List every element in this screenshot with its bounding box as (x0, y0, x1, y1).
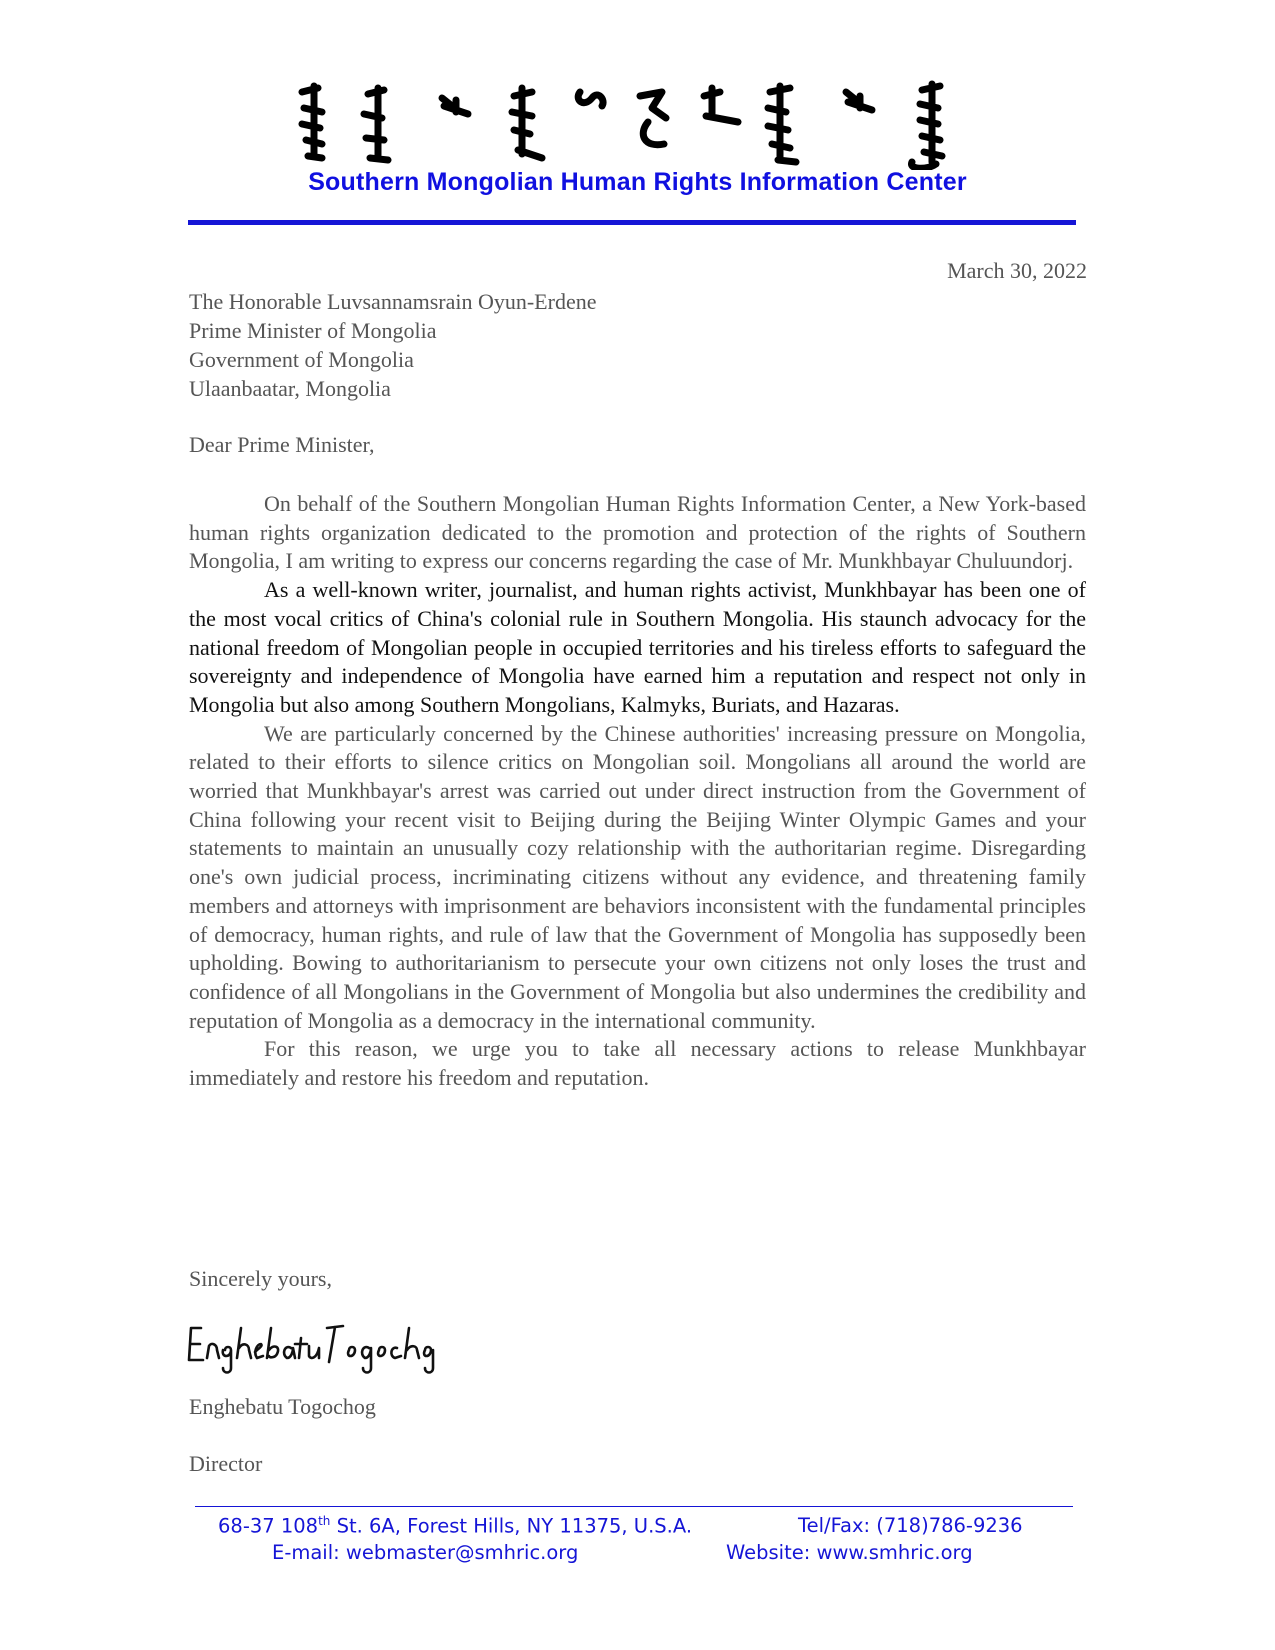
address-street-number: 68-37 108 (218, 1514, 319, 1538)
recipient-line: Ulaanbaatar, Mongolia (189, 376, 391, 401)
organization-name: Southern Mongolian Human Rights Information Center (308, 168, 967, 196)
body-paragraph: We are particularly concerned by the Chinese authorities' increasing pressure on Mongolia, related to their efforts to silence critics on Mongolian soil. Mongolians all around the world are worried that Munkhbayar's arrest was carried out under direct instruction from the Government of China following your recent visit to Beijing during the Beijing Winter Olympic Games and your statements to maintain an unusually cozy relationship with the authoritarian regime. Disregarding one's own judicial process, incriminating citizens without any evidence, and threatening family members and attorneys with imprisonment are behaviors inconsistent with the fundamental principles of democracy, human rights, and rule of law that the Government of Mongolia has supposedly been upholding. Bowing to authoritarianism to persecute your own citizens not only loses the trust and confidence of all Mongolians in the Government of Mongolia but also undermines the credibility and reputation of Mongolia as a democracy in the international community. (189, 720, 1086, 1033)
body-paragraph: For this reason, we urge you to take all necessary actions to release Munkhbayar immediately and restore his freedom and reputation. (189, 1036, 1086, 1091)
closing: Sincerely yours, (189, 1266, 332, 1291)
footer-divider (195, 1506, 1073, 1507)
recipient-line: Government of Mongolia (189, 347, 414, 372)
mongolian-script-logo (292, 78, 984, 170)
body-paragraph: As a well-known writer, journalist, and human rights activist, Munkhbayar has been one of the most vocal critics of China's colonial rule in Southern Mongolia. His staunch advocacy for the national freedom of Mongolian people in occupied territories and his tireless efforts to safeguard the sovereignty and independence of Mongolia have earned him a reputation and respect not only in Mongolia but also among Southern Mongolians, Kalmyks, Buriats, and Hazaras. (189, 577, 1086, 717)
footer-address (218, 1514, 692, 1538)
footer-telfax: Tel/Fax: (718)786-9236 (798, 1514, 1023, 1537)
address-ordinal-suffix: th (318, 1514, 331, 1528)
signer-title: Director (189, 1451, 263, 1476)
address-remainder: St. 6A, Forest Hills, NY 11375, U.S.A. (330, 1514, 693, 1538)
handwritten-signature (187, 1318, 437, 1376)
recipient-address (189, 287, 596, 403)
footer-website[interactable]: Website: www.smhric.org (726, 1541, 973, 1564)
letter-date: March 30, 2022 (947, 258, 1087, 283)
signer-name: Enghebatu Togochog (189, 1394, 376, 1419)
letter-body (189, 490, 1086, 1093)
footer-email[interactable]: E-mail: webmaster@smhric.org (272, 1541, 579, 1564)
recipient-line: Prime Minister of Mongolia (189, 318, 437, 343)
recipient-line: The Honorable Luvsannamsrain Oyun-Erdene (189, 289, 597, 314)
salutation: Dear Prime Minister, (189, 432, 375, 457)
header-divider (188, 220, 1076, 225)
body-paragraph: On behalf of the Southern Mongolian Human Rights Information Center, a New York-based human rights organization dedicated to the promotion and protection of the rights of Southern Mongolia, I am writing to express our concerns regarding the case of Mr. Munkhbayar Chuluundorj. (189, 491, 1086, 574)
